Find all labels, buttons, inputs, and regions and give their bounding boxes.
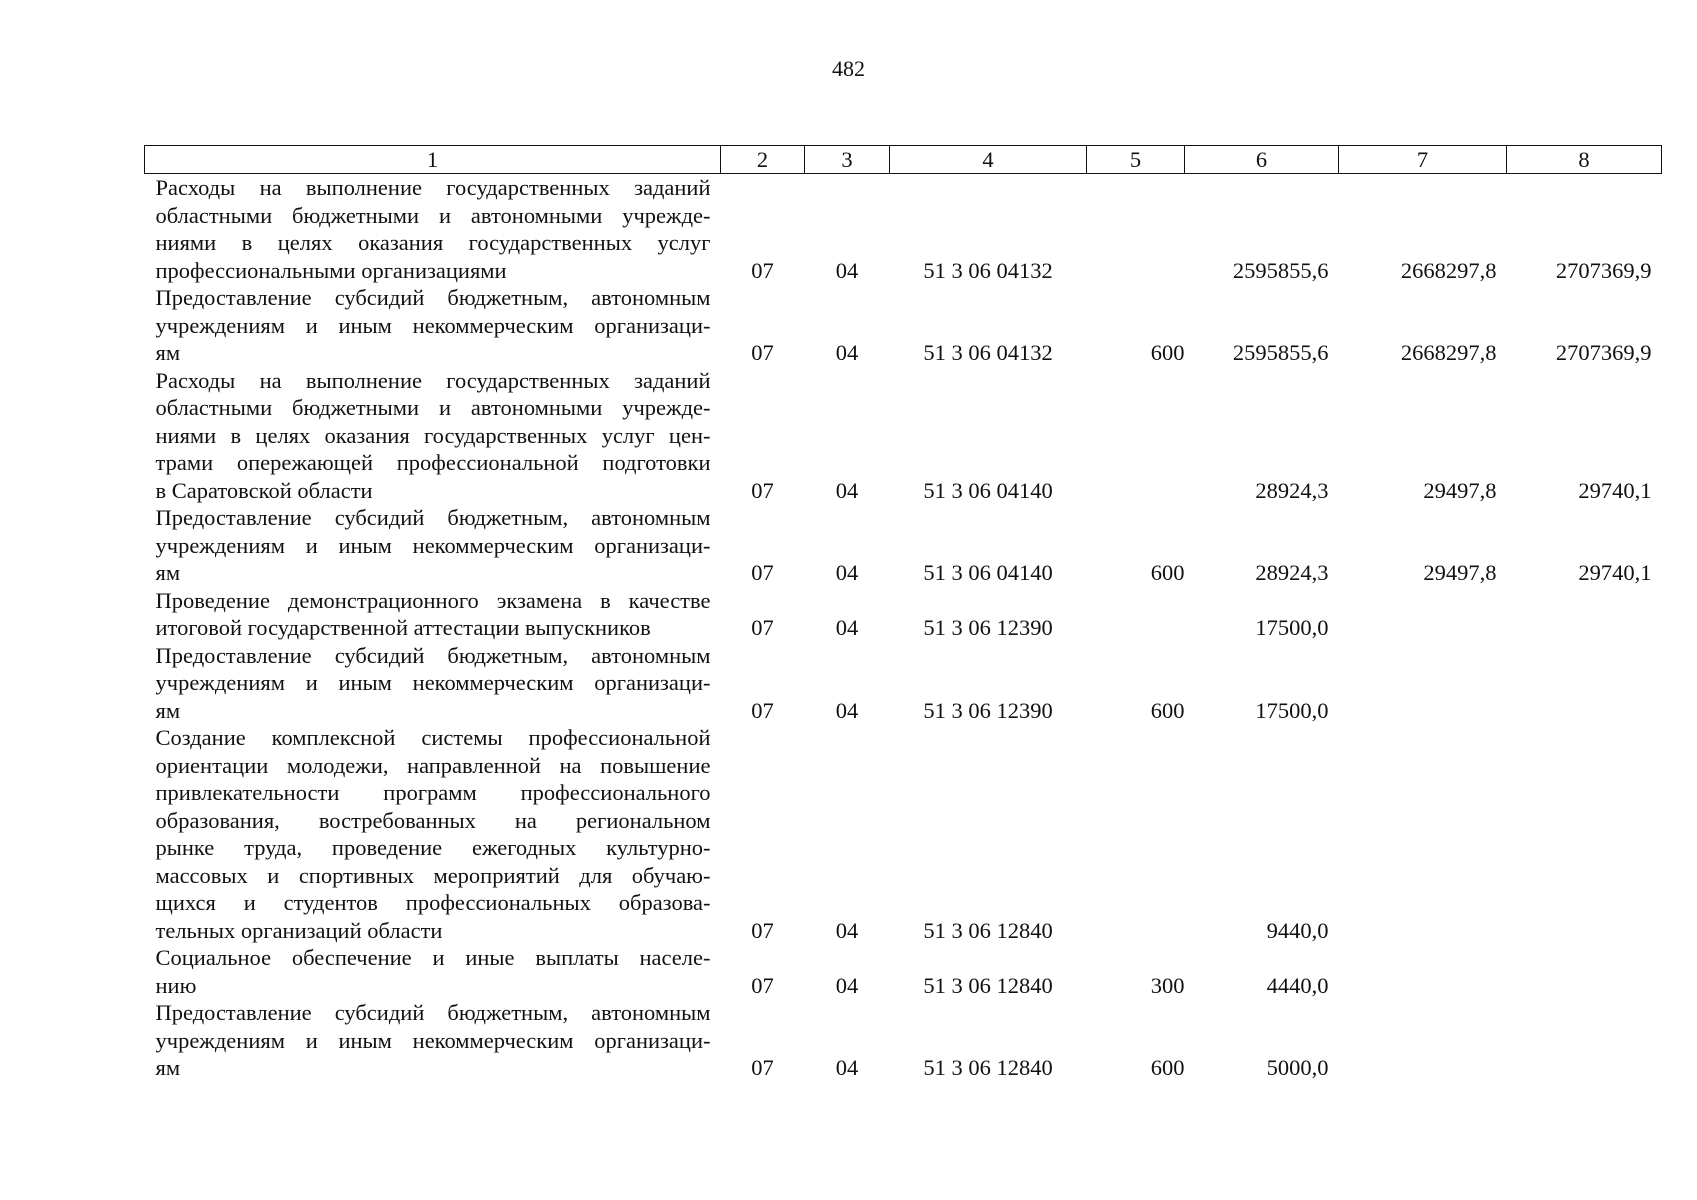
- description-line: рынке труда, проведение ежегодных культурно-: [155, 835, 711, 860]
- description-line: учреждениям и иным некоммерческим организаци-: [155, 532, 711, 558]
- target-article-code: 51 3 06 04132: [923, 257, 1053, 283]
- amount-col-6: 17500,0: [1255, 697, 1329, 723]
- description-line: ориентации молодежи, направленной на повышение: [155, 752, 711, 778]
- description-line: Предоставление субсидий бюджетным, автономным: [155, 1000, 711, 1025]
- table-row: [145, 284, 1662, 367]
- description-line: Расходы на выполнение государственных заданий: [155, 367, 711, 393]
- description-line: итоговой государственной аттестации выпускников: [155, 615, 651, 640]
- description-line: ям: [155, 697, 181, 723]
- amount-col-6: 2595855,6: [1232, 340, 1329, 365]
- amount-col-8: [1507, 724, 1662, 944]
- subsection-code: 04: [835, 697, 859, 723]
- section-code: 07: [751, 477, 774, 503]
- target-article-code: 51 3 06 12390: [923, 615, 1053, 640]
- target-article-code: 51 3 06 12840: [923, 1055, 1053, 1080]
- section-code: 07: [751, 560, 774, 585]
- row-description: [145, 367, 721, 505]
- description-line: ниями в целях оказания государственных услуг: [155, 230, 711, 255]
- table-row: [145, 587, 1662, 642]
- amount-col-8: 2707369,9: [1555, 340, 1652, 365]
- subsection-code: 04: [835, 615, 859, 640]
- row-description: [145, 284, 721, 367]
- subsection-code: 04: [835, 340, 859, 365]
- amount-col-7: [1339, 944, 1507, 999]
- column-header-5: 5: [1087, 146, 1185, 174]
- description-line: ям: [155, 1055, 181, 1080]
- amount-col-7: 2668297,8: [1400, 340, 1497, 365]
- description-line: профессиональными организациями: [155, 257, 507, 283]
- description-line: образования, востребованных на региональном: [155, 807, 711, 833]
- row-description: [145, 944, 721, 999]
- row-description: [145, 999, 721, 1082]
- table-body: [145, 174, 1662, 1082]
- table-row: [145, 174, 1662, 285]
- expense-type-code: [1087, 367, 1185, 505]
- expense-type-code: [1087, 724, 1185, 944]
- target-article-code: 51 3 06 12840: [923, 917, 1053, 943]
- expense-type-code: 300: [1150, 972, 1185, 998]
- description-line: в Саратовской области: [155, 477, 373, 503]
- target-article-code: 51 3 06 04140: [923, 560, 1053, 585]
- section-code: 07: [751, 697, 774, 723]
- amount-col-6: 28924,3: [1255, 477, 1329, 503]
- subsection-code: 04: [835, 917, 859, 943]
- column-header-4: 4: [890, 146, 1087, 174]
- amount-col-8: [1507, 999, 1662, 1082]
- description-line: Предоставление субсидий бюджетным, автономным: [155, 505, 711, 530]
- table-header: [145, 146, 1662, 174]
- header-row: [145, 146, 1662, 174]
- target-article-code: 51 3 06 12840: [923, 972, 1053, 998]
- table-row: [145, 944, 1662, 999]
- description-line: ям: [155, 560, 181, 585]
- amount-col-6: 5000,0: [1266, 1055, 1329, 1080]
- row-description: [145, 174, 721, 285]
- column-header-1: 1: [145, 146, 721, 174]
- subsection-code: 04: [835, 1055, 859, 1080]
- expense-type-code: 600: [1150, 1055, 1185, 1080]
- description-line: учреждениям и иным некоммерческим организаци-: [155, 1027, 711, 1053]
- subsection-code: 04: [835, 560, 859, 585]
- description-line: областными бюджетными и автономными учрежде-: [155, 202, 711, 228]
- column-header-3: 3: [805, 146, 890, 174]
- amount-col-8: 2707369,9: [1555, 257, 1652, 283]
- expense-type-code: 600: [1150, 560, 1185, 585]
- amount-col-7: [1339, 642, 1507, 725]
- amount-col-8: 29740,1: [1578, 560, 1652, 585]
- amount-col-8: [1507, 944, 1662, 999]
- table-row: [145, 642, 1662, 725]
- description-line: Создание комплексной системы профессиональной: [155, 725, 711, 750]
- section-code: 07: [751, 1055, 774, 1080]
- section-code: 07: [751, 917, 774, 943]
- description-line: трами опережающей профессиональной подготовки: [155, 450, 711, 475]
- section-code: 07: [751, 972, 774, 998]
- amount-col-6: 28924,3: [1255, 560, 1329, 585]
- amount-col-7: 29497,8: [1423, 560, 1497, 585]
- amount-col-8: [1507, 642, 1662, 725]
- amount-col-7: [1339, 999, 1507, 1082]
- amount-col-7: [1339, 587, 1507, 642]
- row-description: [145, 724, 721, 944]
- description-line: Расходы на выполнение государственных заданий: [155, 175, 711, 200]
- description-line: Предоставление субсидий бюджетным, автономным: [155, 285, 711, 310]
- description-line: областными бюджетными и автономными учрежде-: [155, 395, 711, 420]
- column-header-8: 8: [1507, 146, 1662, 174]
- target-article-code: 51 3 06 04132: [923, 340, 1053, 365]
- expense-type-code: 600: [1150, 697, 1185, 723]
- description-line: учреждениям и иным некоммерческим организаци-: [155, 312, 711, 338]
- description-line: нию: [155, 972, 197, 998]
- row-description: [145, 642, 721, 725]
- section-code: 07: [751, 615, 774, 640]
- description-line: ям: [155, 340, 181, 365]
- row-description: [145, 504, 721, 587]
- amount-col-6: 17500,0: [1255, 615, 1329, 640]
- budget-table: [144, 145, 1662, 1082]
- description-line: щихся и студентов профессиональных образова-: [155, 890, 711, 915]
- amount-col-7: 29497,8: [1423, 477, 1497, 503]
- amount-col-6: 2595855,6: [1232, 257, 1329, 283]
- amount-col-6: 4440,0: [1266, 972, 1329, 998]
- description-line: Предоставление субсидий бюджетным, автономным: [155, 642, 711, 668]
- column-header-6: 6: [1185, 146, 1339, 174]
- subsection-code: 04: [835, 257, 859, 283]
- target-article-code: 51 3 06 12390: [923, 697, 1053, 723]
- expense-type-code: [1087, 587, 1185, 642]
- table-row: [145, 504, 1662, 587]
- amount-col-6: 9440,0: [1266, 917, 1329, 943]
- expense-type-code: [1087, 174, 1185, 285]
- description-line: тельных организаций области: [155, 917, 443, 943]
- amount-col-8: 29740,1: [1578, 477, 1652, 503]
- row-description: [145, 587, 721, 642]
- section-code: 07: [751, 340, 774, 365]
- table-row: [145, 999, 1662, 1082]
- amount-col-7: 2668297,8: [1400, 257, 1497, 283]
- amount-col-7: [1339, 724, 1507, 944]
- table-row: [145, 724, 1662, 944]
- table-row: [145, 367, 1662, 505]
- description-line: учреждениям и иным некоммерческим организаци-: [155, 670, 711, 695]
- column-header-2: 2: [721, 146, 805, 174]
- subsection-code: 04: [835, 972, 859, 998]
- description-line: Проведение демонстрационного экзамена в качестве: [155, 587, 711, 613]
- target-article-code: 51 3 06 04140: [923, 477, 1053, 503]
- page-number: 482: [832, 56, 865, 81]
- description-line: ниями в целях оказания государственных услуг цен-: [155, 422, 711, 448]
- subsection-code: 04: [835, 477, 859, 503]
- description-line: привлекательности программ профессионального: [155, 780, 711, 805]
- column-header-7: 7: [1339, 146, 1507, 174]
- amount-col-8: [1507, 587, 1662, 642]
- description-line: Социальное обеспечение и иные выплаты населе-: [155, 945, 711, 970]
- expense-type-code: 600: [1150, 340, 1185, 365]
- section-code: 07: [751, 257, 774, 283]
- description-line: массовых и спортивных мероприятий для обучаю-: [155, 862, 711, 888]
